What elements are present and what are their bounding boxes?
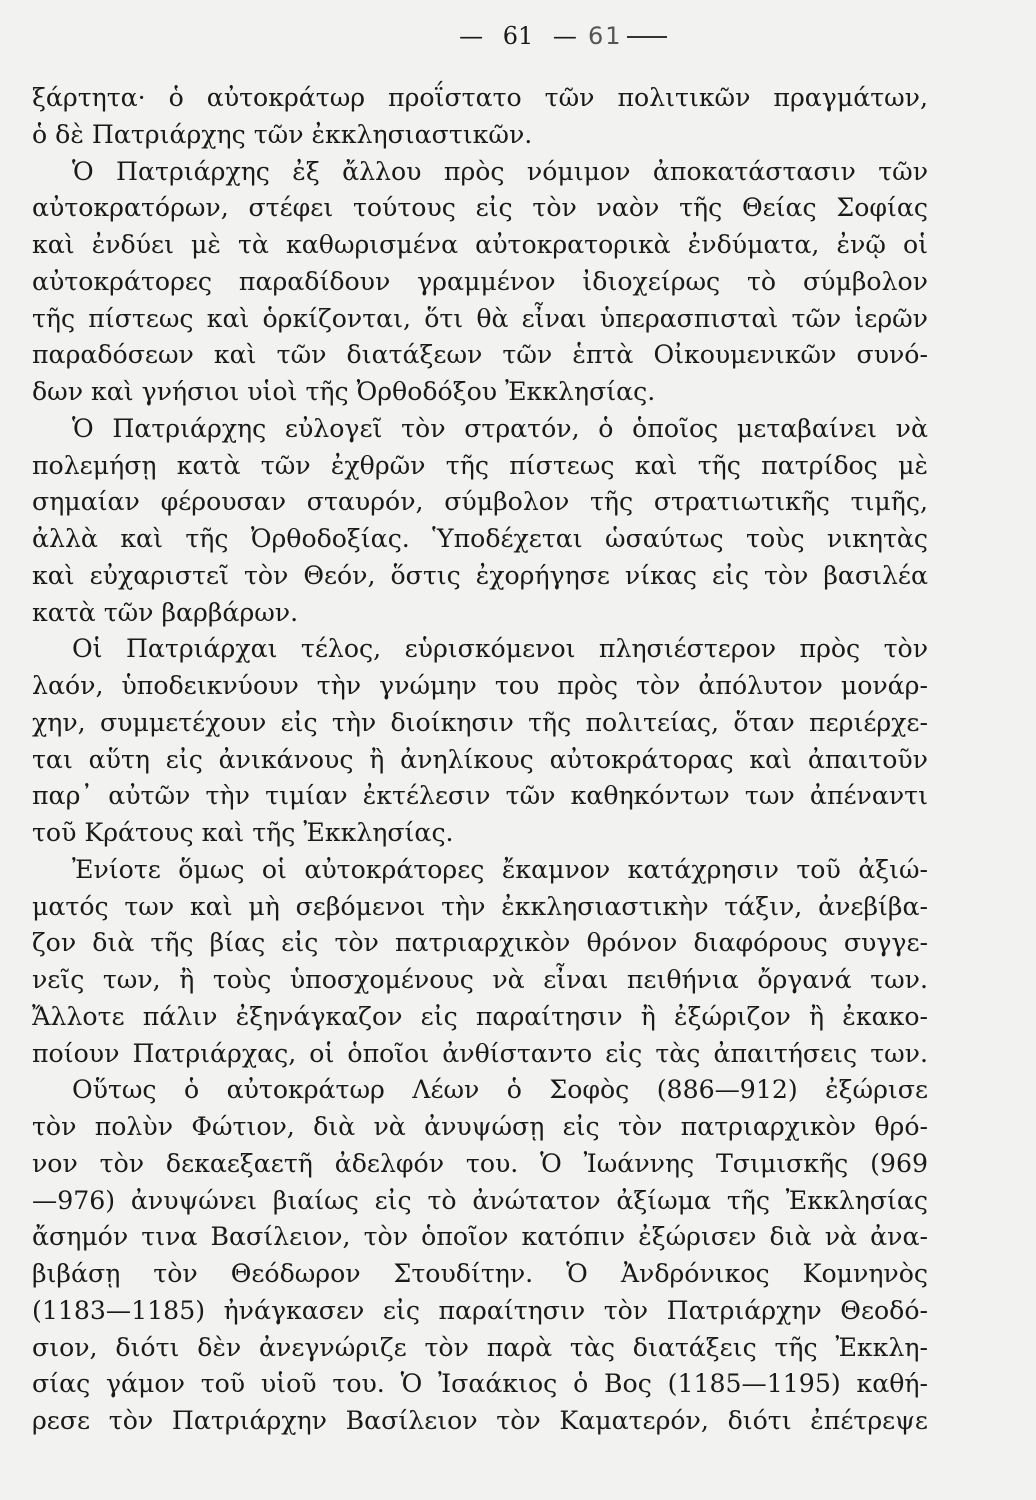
text-line: παραδόσεων καὶ τῶν διατάξεων τῶν ἑπτὰ Οἰκουμενικῶν συνό- <box>32 340 928 370</box>
text-line: καὶ εὐχαριστεῖ τὸν Θεόν, ὅστις ἐχορήγησε νίκας εἰς τὸν βασιλέα <box>32 560 928 590</box>
handwritten-page-mark: 61 <box>588 18 667 54</box>
text-line: ὁ δὲ Πατριάρχης τῶν ἐκκλησιαστικῶν. <box>32 119 533 149</box>
text-line: Ὁ Πατριάρχης εὐλογεῖ τὸν στρατόν, ὁ ὁποῖος μεταβαίνει νὰ <box>72 413 928 443</box>
text-line: τοῦ Κράτους καὶ τῆς Ἐκκλησίας. <box>32 818 454 847</box>
text-line: νεῖς των, ἢ τοὺς ὑποσχομένους νὰ εἶναι πειθήνια ὄργανά των. <box>32 965 928 994</box>
text-line: ται αὕτη εἰς ἀνικάνους ἢ ἀνηλίκους αὐτοκράτορας καὶ ἀπαιτοῦν <box>32 744 928 774</box>
text-line: Ὁ Πατριάρχης ἐξ ἄλλου πρὸς νόμιμον ἀποκατάστασιν τῶν <box>72 156 928 186</box>
text-line: ποίουν Πατριάρχας, οἱ ὁποῖοι ἀνθίσταντο εἰς τὰς ἀπαιτήσεις των. <box>32 1038 928 1068</box>
page-number: 61 <box>502 22 534 50</box>
text-line: πολεμήσῃ κατὰ τῶν ἐχθρῶν τῆς πίστεως καὶ τῆς πατρίδος μὲ <box>32 450 928 480</box>
text-line: Οὕτως ὁ αὐτοκράτωρ Λέων ὁ Σοφὸς (886—912) ἐξώρισε <box>72 1075 928 1105</box>
text-line: —976) ἀνυψώνει βιαίως εἰς τὸ ἀνώτατον ἀξίωμα τῆς Ἐκκλησίας <box>32 1185 928 1215</box>
text-line: ξάρτητα· ὁ αὐτοκράτωρ προΐστατο τῶν πολιτικῶν πραγμάτων, <box>32 83 928 112</box>
text-line: κατὰ τῶν βαρβάρων. <box>32 597 299 627</box>
text-line: ματός των καὶ μὴ σεβόμενοι τὴν ἐκκλησιαστικὴν τάξιν, ἀνεβίβα- <box>32 891 928 921</box>
text-line: ρεσε τὸν Πατριάρχην Βασίλειον τὸν Καματερόν, διότι ἐπέτρεψε <box>32 1406 928 1435</box>
page-body-text <box>32 80 928 1440</box>
text-line: αὐτοκράτορες παραδίδουν γραμμένον ἰδιοχείρως τὸ σύμβολον <box>32 266 928 296</box>
text-line: Ἐνίοτε ὅμως οἱ αὐτοκράτορες ἔκαμνον κατάχρησιν τοῦ ἀξιώ- <box>72 854 928 884</box>
text-line: ἀλλὰ καὶ τῆς Ὀρθοδοξίας. Ὑποδέχεται ὡσαύτως τοὺς νικητὰς <box>32 524 928 553</box>
text-line: σημαίαν φέρουσαν σταυρόν, σύμβολον τῆς στρατιωτικῆς τιμῆς, <box>32 487 928 517</box>
text-line: ἄσημόν τινα Βασίλειον, τὸν ὁποῖον κατόπιν ἐξώρισεν διὰ νὰ ἀνα- <box>32 1222 928 1252</box>
text-line: (1183—1185) ἠνάγκασεν εἰς παραίτησιν τὸν Πατριάρχην Θεοδό- <box>32 1295 928 1325</box>
text-line: νον τὸν δεκαεξαετῆ ἀδελφόν του. Ὁ Ἰωάννης Τσιμισκῆς (969 <box>32 1148 928 1178</box>
page-header: — 61 — 61 <box>0 18 1036 54</box>
text-line: σίας γάμον τοῦ υἱοῦ του. Ὁ Ἰσαάκιος ὁ Βος (1185—1195) καθή- <box>32 1369 928 1399</box>
text-line: δων καὶ γνήσιοι υἱοὶ τῆς Ὀρθοδόξου Ἐκκλησίας. <box>32 377 656 406</box>
text-line: σιον, διότι δὲν ἀνεγνώριζε τὸν παρὰ τὰς διατάξεις τῆς Ἐκκλη- <box>32 1332 928 1362</box>
text-line: χην, συμμετέχουν εἰς τὴν διοίκησιν τῆς πολιτείας, ὅταν περιέρχε- <box>32 707 928 737</box>
text-line: αὐτοκρατόρων, στέφει τούτους εἰς τὸν ναὸν τῆς Θείας Σοφίας <box>32 193 928 223</box>
text-line: τῆς πίστεως καὶ ὁρκίζονται, ὅτι θὰ εἶναι ὑπερασπισταὶ τῶν ἱερῶν <box>32 303 928 333</box>
text-line: τὸν πολὺν Φώτιον, διὰ νὰ ἀνυψώσῃ εἰς τὸν πατριαρχικὸν θρό- <box>32 1112 928 1141</box>
text-line: Ἄλλοτε πάλιν ἐξηνάγκαζον εἰς παραίτησιν ἢ ἐξώριζον ἢ ἐκακο- <box>32 1001 928 1031</box>
text-line: ζον διὰ τῆς βίας εἰς τὸν πατριαρχικὸν θρόνον διαφόρους συγγε- <box>32 928 928 958</box>
text-line: βιβάσῃ τὸν Θεόδωρον Στουδίτην. Ὁ Ἀνδρόνικος Κομνηνὸς <box>32 1259 928 1288</box>
text-line: λαόν, ὑποδεικνύουν τὴν γνώμην του πρὸς τὸν ἀπόλυτον μονάρ- <box>32 671 928 700</box>
text-line: καὶ ἐνδύει μὲ τὰ καθωρισμένα αὐτοκρατορικὰ ἐνδύματα, ἐνῷ οἱ <box>32 230 928 259</box>
text-line: παρ᾽ αὐτῶν τὴν τιμίαν ἐκτέλεσιν τῶν καθηκόντων των ἀπέναντι <box>32 781 928 811</box>
text-line: Οἱ Πατριάρχαι τέλος, εὑρισκόμενοι πλησιέστερον πρὸς τὸν <box>72 634 928 664</box>
